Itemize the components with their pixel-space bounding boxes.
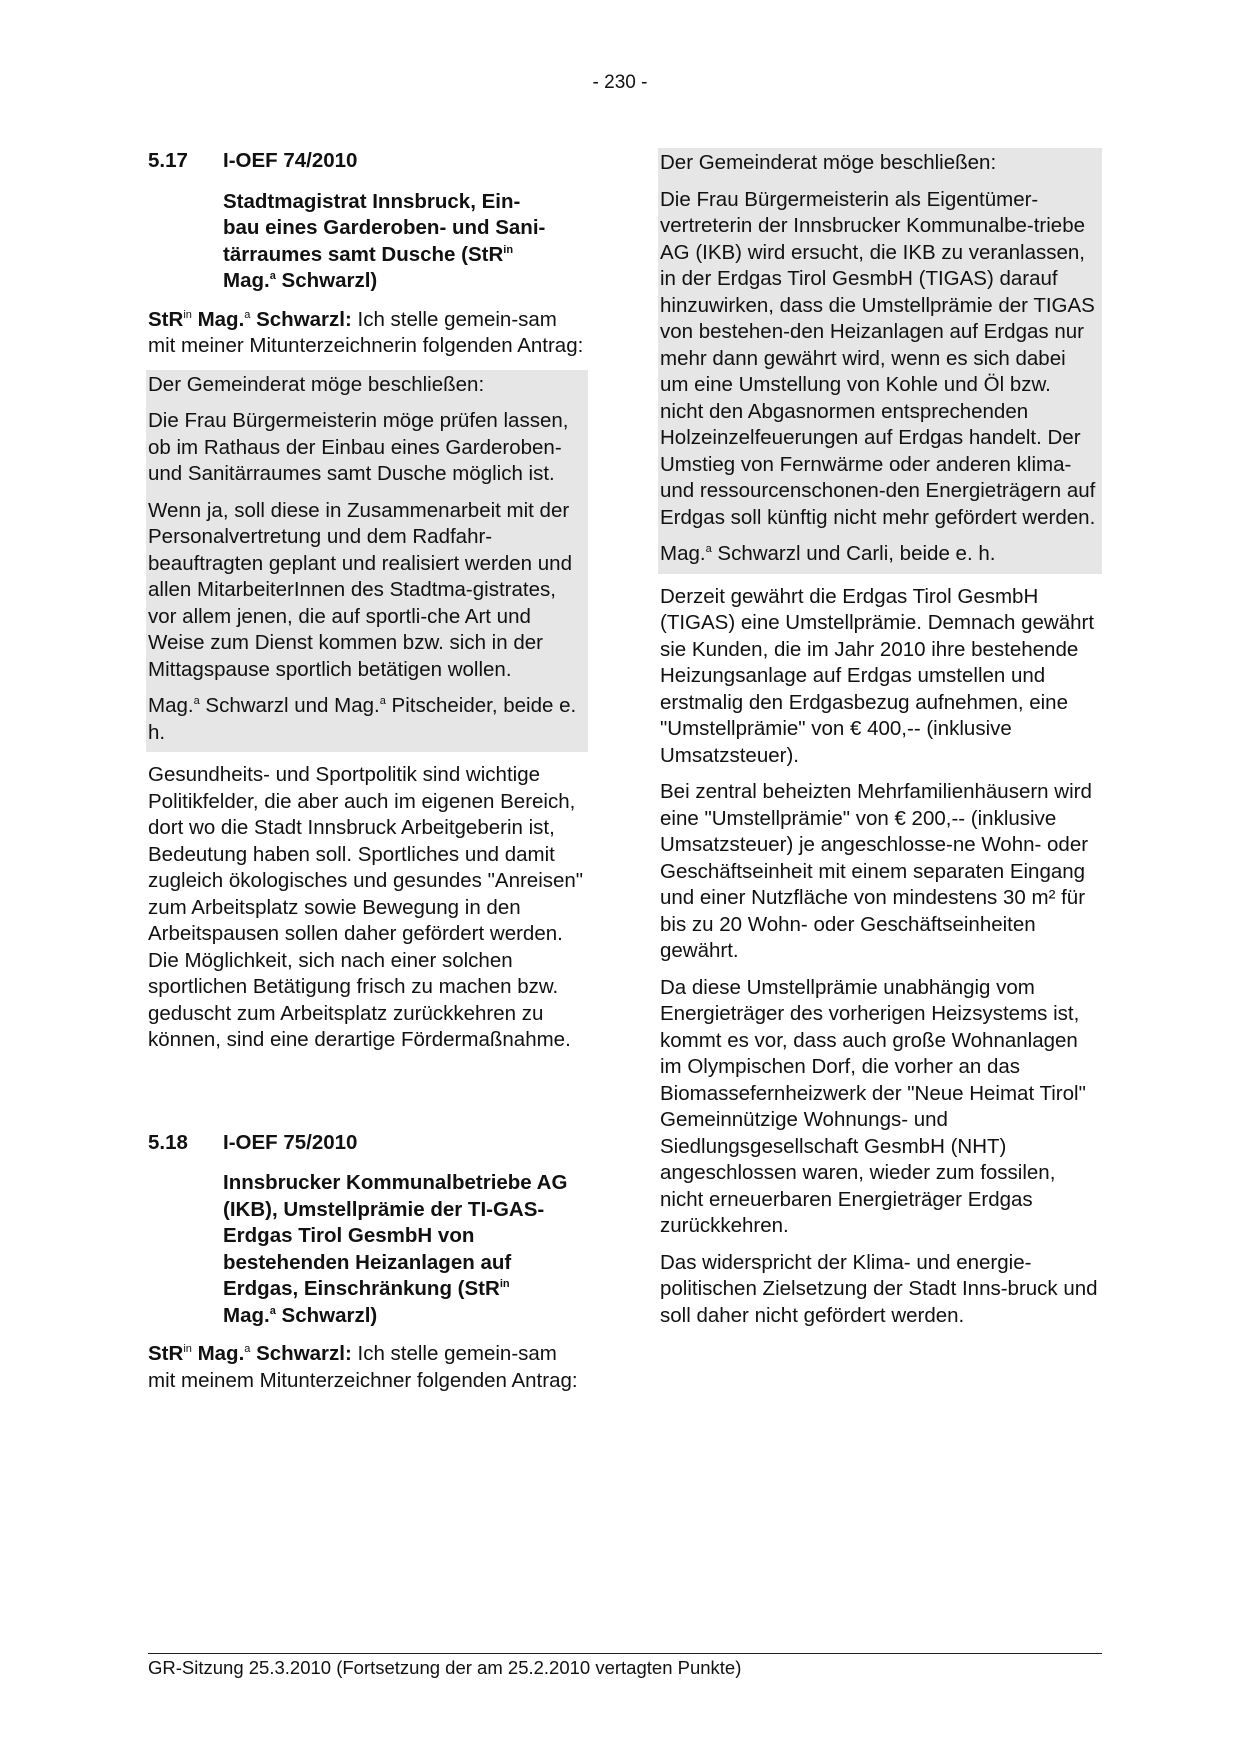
- motion-paragraph: Die Frau Bürgermeisterin als Eigentümer-vertreterin der Innsbrucker Kommunalbe-triebe AG (IKB) wird ersucht, die IKB zu veranlassen, in der Erdgas Tirol GesmbH (TIGAS) darauf hinzuwirken, dass die Umstellprämie der TIGAS von bestehen-den Heizanlagen auf Erdgas nur mehr dann gewährt wird, wenn es sich dabei um eine Umstellung von Kohle und Öl bzw. nicht den Abgasnormen entsprechenden Holzeinzelfeuerungen auf Erdgas handelt. Der Umstieg von Fernwärme oder anderen klima- und ressourcenschonen-den Energieträgern auf Erdgas soll künftig nicht mehr gefördert werden.: [660, 187, 1096, 529]
- agenda-item-number: 5.17: [148, 149, 188, 172]
- page-footer: GR-Sitzung 25.3.2010 (Fortsetzung der am 25.2.2010 vertagten Punkte): [148, 1657, 742, 1678]
- superscript: a: [705, 543, 712, 556]
- superscript: a: [269, 1304, 276, 1317]
- title-line: Schwarzl): [275, 269, 378, 292]
- title-line: Innsbrucker Kommunalbetriebe AG (IKB), Umstellprämie der TI-GAS-Erdgas Tirol GesmbH von bestehenden Heizanlagen auf Erdgas, Einschränkung (StR: [223, 1171, 568, 1300]
- superscript: a: [269, 270, 276, 283]
- superscript: in: [499, 1278, 510, 1291]
- signer-text: Schwarzl und Mag.: [199, 694, 380, 717]
- superscript: in: [183, 1343, 192, 1356]
- speaker-name: Mag.: [191, 307, 245, 331]
- right-column: [660, 148, 1102, 1339]
- motion-signers: [660, 541, 1098, 568]
- title-line: bau eines Garderoben- und Sani-: [223, 216, 546, 239]
- speaker-name: StR: [148, 307, 184, 331]
- page-number: - 230 -: [592, 72, 648, 93]
- agenda-item-title: [223, 1170, 588, 1329]
- agenda-item-reference: I-OEF 74/2010: [223, 149, 358, 172]
- motion-signers: [148, 693, 584, 746]
- agenda-item-number: 5.18: [148, 1130, 188, 1154]
- agenda-item-heading: [148, 1130, 588, 1157]
- intro-text: Ich stelle gemein-sam mit meinem Mitunterzeichner folgenden Antrag:: [148, 1342, 578, 1392]
- motion-box: [146, 370, 588, 753]
- rationale-paragraph: Derzeit gewährt die Erdgas Tirol GesmbH (TIGAS) eine Umstellprämie. Demnach gewährt sie Kunden, die im Jahr 2010 ihre bestehende Heizungsanlage auf Erdgas umstellen und erstmalig den Erdgasbezug aufnehmen, eine "Umstellprämie" von € 400,-- (inklusive Umsatzsteuer).: [660, 584, 1095, 767]
- rationale-paragraph: Gesundheits- und Sportpolitik sind wichtige Politikfelder, die aber auch im eigenen Bereich, dort wo die Stadt Innsbruck Arbeitgeberin ist, Bedeutung haben soll. Sportliches und damit zugleich ökologisches und gesundes "Anreisen" zum Arbeitsplatz sowie Bewegung in den Arbeitspausen sollen daher gefördert werden. Die Möglichkeit, sich nach einer solchen sportlichen Betätigung frisch zu machen bzw. geduscht zum Arbeitsplatz zurückkehren zu können, sind eine derartige Fördermaßnahme.: [148, 763, 584, 1051]
- footer-divider: [148, 1653, 1102, 1654]
- motion-paragraph: Wenn ja, soll diese in Zusammenarbeit mit der Personalvertretung und dem Radfahr-beauftragten geplant und realisiert werden und allen MitarbeiterInnen des Stadtma-gistrates, vor allem jenen, die auf sportli-che Art und Weise zum Dienst kommen bzw. sich in der Mittagspause sportlich betätigen wollen.: [148, 498, 572, 681]
- superscript: in: [183, 308, 192, 321]
- speaker-intro: [148, 307, 588, 360]
- rationale-paragraph: Da diese Umstellprämie unabhängig vom Energieträger des vorherigen Heizsystems ist, kommt es vor, dass auch große Wohnanlagen im Olympischen Dorf, die vorher an das Biomassefernheizwerk der "Neue Heimat Tirol" Gemeinnützige Wohnungs- und Siedlungsgesellschaft GesmbH (NHT) angeschlossen waren, wieder zum fossilen, nicht erneuerbaren Energieträger Erdgas zurückkehren.: [660, 975, 1086, 1237]
- superscript: a: [379, 695, 386, 708]
- motion-box: [658, 148, 1102, 574]
- superscript: a: [193, 695, 200, 708]
- rationale-paragraph: Das widerspricht der Klima- und energie-politischen Zielsetzung der Stadt Inns-bruck und soll daher nicht gefördert werden.: [660, 1250, 1098, 1327]
- superscript: in: [503, 243, 514, 256]
- signer-text: Schwarzl und Carli, beide e. h.: [711, 542, 996, 565]
- rationale-paragraph: Bei zentral beheizten Mehrfamilienhäusern wird eine "Umstellprämie" von € 200,-- (inklusive Umsatzsteuer) je angeschlosse-ne Wohn- oder Geschäftseinheit mit einem separaten Eingang und einer Nutzfläche von mindestens 30 m² für bis zu 20 Wohn- oder Geschäftseinheiten gewährt.: [660, 780, 1092, 962]
- speaker-intro: [148, 1341, 588, 1394]
- signer-text: Pitscheider, beide e. h.: [148, 694, 577, 744]
- speaker-name: StR: [148, 1342, 184, 1365]
- speaker-name: Schwarzl:: [250, 1342, 352, 1365]
- intro-text: Ich stelle gemein-sam mit meiner Mitunterzeichnerin folgenden Antrag:: [148, 307, 584, 357]
- signer-text: Mag.: [148, 694, 194, 717]
- agenda-item-title: [223, 189, 588, 295]
- title-line: Schwarzl): [275, 1303, 378, 1327]
- agenda-item-reference: I-OEF 75/2010: [223, 1130, 358, 1154]
- motion-paragraph: Die Frau Bürgermeisterin möge prüfen lassen, ob im Rathaus der Einbau eines Garderoben- und Sanitärraumes samt Dusche möglich ist.: [148, 409, 569, 485]
- section-spacer: [148, 1064, 588, 1130]
- speaker-name: Schwarzl:: [250, 307, 352, 331]
- motion-heading: Der Gemeinderat möge beschließen:: [660, 151, 997, 174]
- title-line: Mag.: [223, 1303, 270, 1327]
- agenda-item-heading: [148, 148, 588, 175]
- speaker-name: Mag.: [191, 1342, 245, 1365]
- left-column: [148, 148, 588, 1404]
- superscript: a: [244, 308, 251, 321]
- title-line: Mag.: [223, 269, 270, 292]
- title-line: Stadtmagistrat Innsbruck, Ein-: [223, 189, 521, 213]
- superscript: a: [244, 1343, 251, 1356]
- title-line: tärraumes samt Dusche (StR: [223, 242, 504, 266]
- motion-heading: Der Gemeinderat möge beschließen:: [148, 372, 485, 396]
- signer-text: Mag.: [660, 542, 706, 565]
